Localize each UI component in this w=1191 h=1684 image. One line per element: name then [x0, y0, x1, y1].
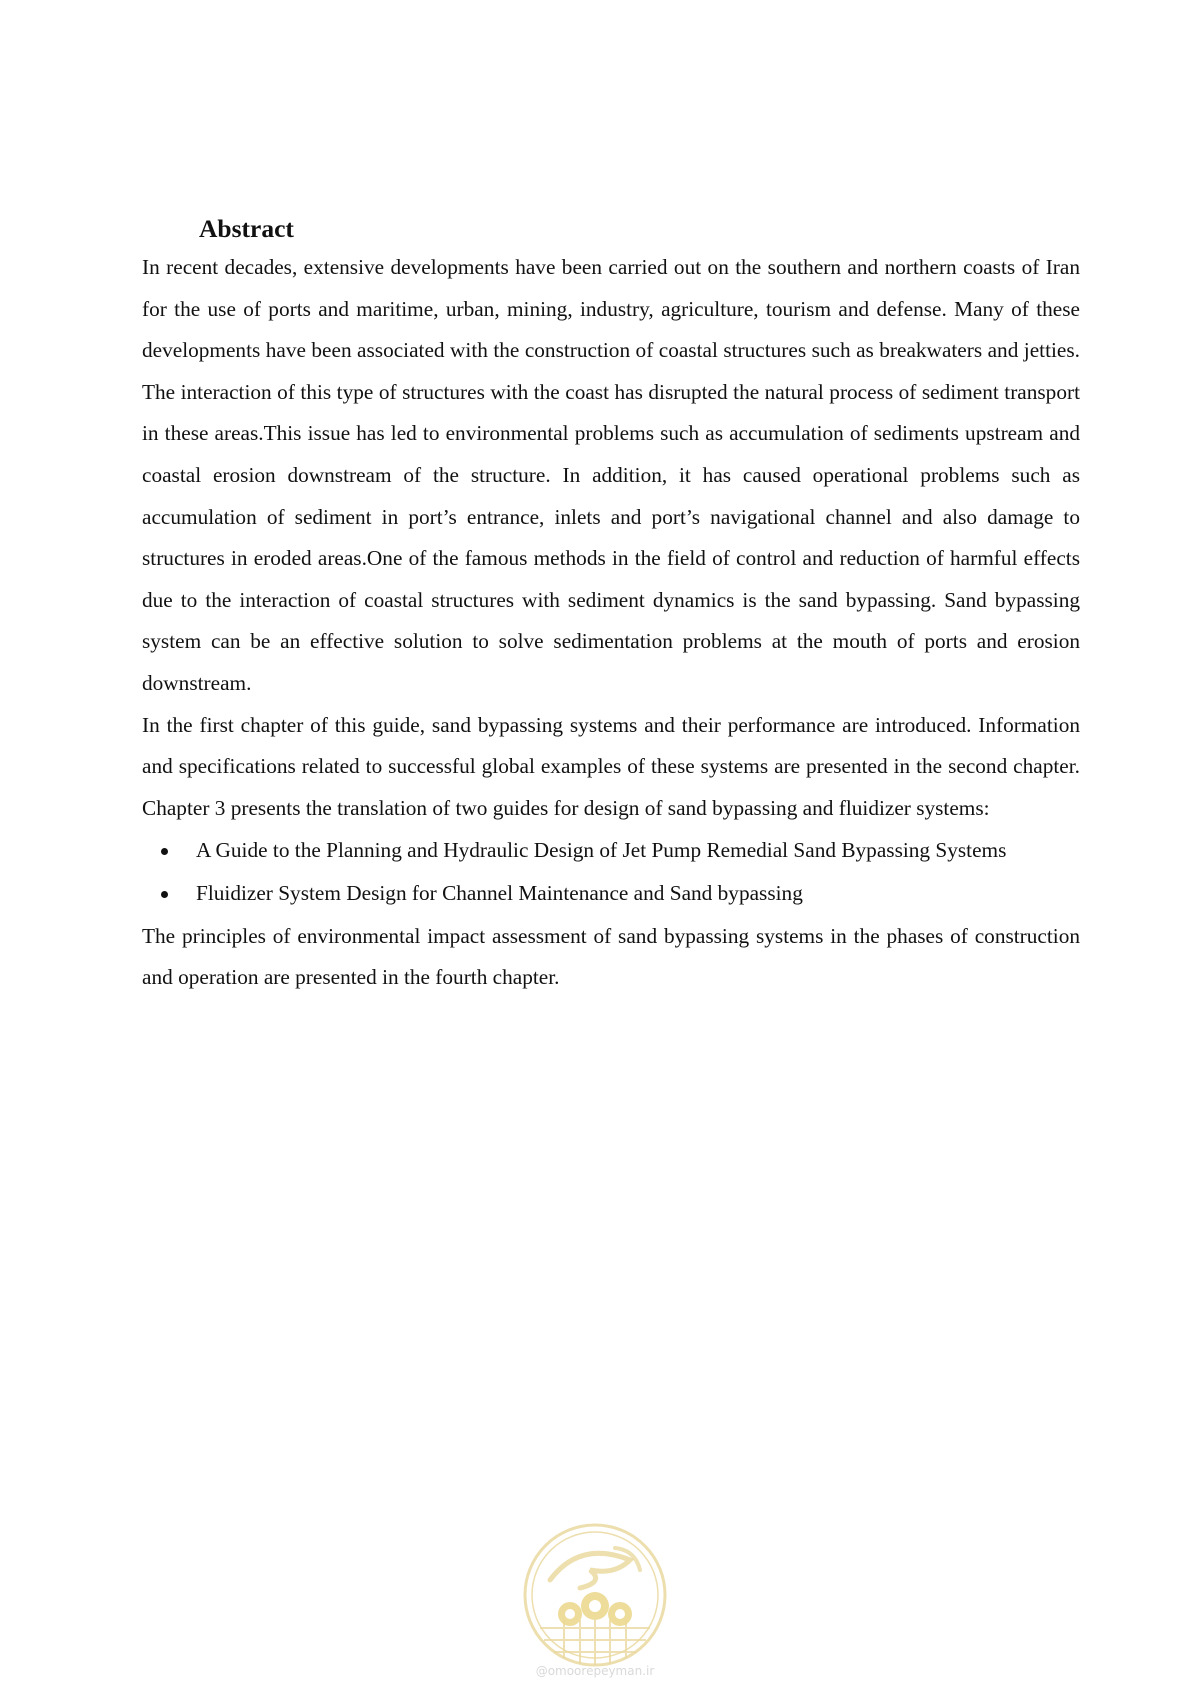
abstract-paragraph-2: In the first chapter of this guide, sand bypassing systems and their performance are introduced. Information and specifications related to successful global examples of these systems are presented in the second chapter. Chapter 3 presents the translation of two guides for design of sand bypassing and fluidizer systems: — [142, 712, 1080, 820]
list-item-text: Fluidizer System Design for Channel Maintenance and Sand bypassing — [196, 880, 803, 905]
list-item-text: A Guide to the Planning and Hydraulic Design of Jet Pump Remedial Sand Bypassing Systems — [196, 838, 1007, 863]
list-item — [142, 873, 1080, 915]
guide-list — [142, 830, 1080, 914]
omoorepeyman-logo-icon — [520, 1520, 670, 1670]
abstract-body — [142, 247, 1080, 999]
abstract-paragraph-1: In recent decades, extensive developments have been carried out on the southern and northern coasts of Iran for the use of ports and maritime, urban, mining, industry, agriculture, tourism and defense. Many of these developments have been associated with the construction of coastal structures such as breakwaters and jetties. The interaction of this type of structures with the coast has disrupted the natural process of sediment transport in these areas.This issue has led to environmental problems such as accumulation of sediments upstream and coastal erosion downstream of the structure. In addition, it has caused operational problems such as accumulation of sediment in port’s entrance, inlets and port’s navigational channel and also damage to structures in eroded areas.One of the famous methods in the field of control and reduction of harmful effects due to the interaction of coastal structures with sediment dynamics is the sand bypassing. Sand bypassing system can be an effective solution to solve sedimentation problems at the mouth of ports and erosion downstream. — [142, 255, 1080, 695]
bullet-icon — [161, 891, 168, 898]
watermark-text: @omoorepeyman.ir — [535, 1664, 655, 1678]
bullet-icon — [161, 848, 168, 855]
abstract-title: Abstract — [199, 214, 294, 243]
abstract-closing-paragraph: The principles of environmental impact assessment of sand bypassing systems in the phases of construction and operation are presented in the fourth chapter. — [142, 923, 1080, 990]
list-item — [142, 830, 1080, 872]
